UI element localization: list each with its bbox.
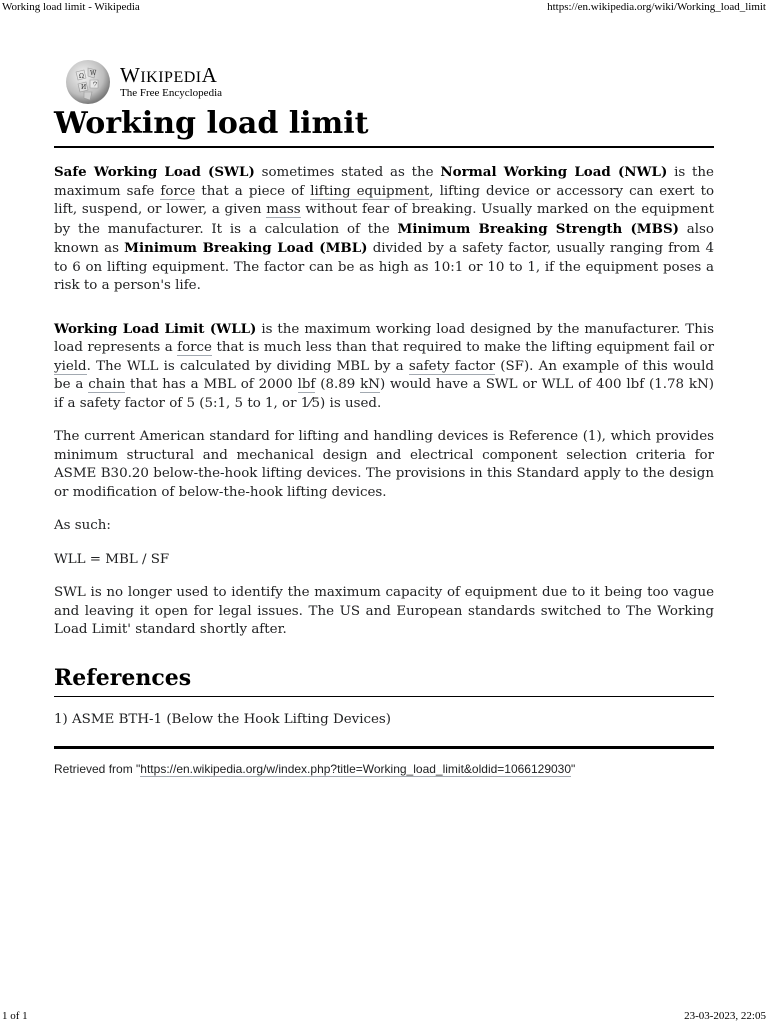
text-span: sometimes stated as the xyxy=(254,165,441,180)
intro-paragraph xyxy=(54,163,714,296)
text-span: without fear of breaking. Usually marked on the equipment by the manufacturer. It is a calculation of the xyxy=(54,202,714,237)
retrieved-url-link[interactable]: https://en.wikipedia.org/w/index.php?title=Working_load_limit&oldid=1066129030 xyxy=(140,762,572,776)
wordmark-text: WIKIPEDIA xyxy=(120,63,218,87)
svg-text:ウ: ウ xyxy=(92,81,99,88)
term-mbs: Minimum Breaking Strength (MBS) xyxy=(397,220,679,237)
text-span: , lifting device or accessory can exert to lift, suspend, or lower, a given xyxy=(54,183,715,217)
svg-text:И: И xyxy=(81,84,87,91)
term-nwl: Normal Working Load (NWL) xyxy=(440,164,668,180)
wordmark-tagline: The Free Encyclopedia xyxy=(120,87,223,99)
retrieved-prefix: Retrieved from " xyxy=(54,762,141,776)
swl-deprecated-paragraph: SWL is no longer used to identify the maximum capacity of equipment due to it being too vague and leaving it open for legal issues. The US and European standards switched to The Working Load Limit' standard shortly after. xyxy=(54,585,714,637)
references-section xyxy=(54,697,714,750)
as-such-paragraph: As such: xyxy=(54,518,111,533)
svg-text:Ω: Ω xyxy=(79,73,84,80)
text-span: is the maximum working load designed by the manufacturer. This load represents a xyxy=(54,321,714,355)
text-span: . The WLL is calculated by dividing MBL by a xyxy=(86,358,409,374)
print-footer-page: 1 of 1 xyxy=(2,1010,28,1022)
link-force[interactable]: force xyxy=(177,340,212,355)
text-span: ) would have a SWL or WLL of 400 lbf (1.78 kN) if a safety factor of 5 (5:1, 5 to 1, or 1⁄5) is used. xyxy=(54,377,714,411)
article-content xyxy=(54,56,714,776)
references-heading: References xyxy=(54,664,714,697)
print-footer-date: 23-03-2023, 22:05 xyxy=(684,1010,766,1022)
text-span: is the maximum safe xyxy=(54,165,714,199)
text-span: divided by a safety factor, usually ranging from 4 to 6 on lifting equipment. The factor can be as high as 10:1 or 10 to 1, if the equipment poses a risk to a person's life. xyxy=(54,241,714,293)
print-header-url: https://en.wikipedia.org/wiki/Working_load_limit xyxy=(547,1,766,13)
term-wll: Working Load Limit (WLL) xyxy=(54,320,257,337)
wll-paragraph xyxy=(54,320,714,414)
standard-paragraph: The current American standard for lifting and handling devices is Reference (1), which provides minimum structural and mechanical design and electrical component selection criteria for ASME B30.20 below-the-hook lifting devices. The provisions in this Standard apply to the design or modification of below-the-hook lifting devices. xyxy=(54,429,714,500)
text-span: (SF). An example of this would be a xyxy=(54,358,714,392)
link-kn[interactable]: kN xyxy=(360,377,380,392)
retrieved-suffix: " xyxy=(571,762,576,776)
formula-paragraph: WLL = MBL / SF xyxy=(54,551,170,567)
svg-text:W: W xyxy=(90,70,97,77)
page-title: Working load limit xyxy=(54,106,714,148)
link-force[interactable]: force xyxy=(160,183,196,199)
retrieved-from xyxy=(54,762,714,776)
link-lifting-equipment[interactable]: lifting equipment xyxy=(310,183,430,199)
link-mass[interactable]: mass xyxy=(266,202,301,217)
text-span: that a piece of xyxy=(195,183,311,199)
text-span: (8.89 xyxy=(315,377,361,392)
link-chain[interactable]: chain xyxy=(88,377,126,392)
term-swl: Safe Working Load (SWL) xyxy=(54,164,255,180)
text-span: also known as xyxy=(54,221,714,256)
wikipedia-globe-icon xyxy=(64,58,112,106)
link-safety-factor[interactable]: safety factor xyxy=(408,358,496,374)
term-mbl: Minimum Breaking Load (MBL) xyxy=(124,240,368,256)
print-header-title: Working load limit - Wikipedia xyxy=(2,1,140,13)
text-span: that has a MBL of 2000 xyxy=(125,377,298,392)
reference-item: 1) ASME BTH-1 (Below the Hook Lifting Devices) xyxy=(54,711,392,727)
link-lbf[interactable]: lbf xyxy=(297,377,316,392)
link-yield[interactable]: yield xyxy=(54,358,87,374)
wikipedia-logo[interactable] xyxy=(64,56,714,108)
text-span: that is much less than that required to make the lifting equipment fail or xyxy=(211,340,714,355)
